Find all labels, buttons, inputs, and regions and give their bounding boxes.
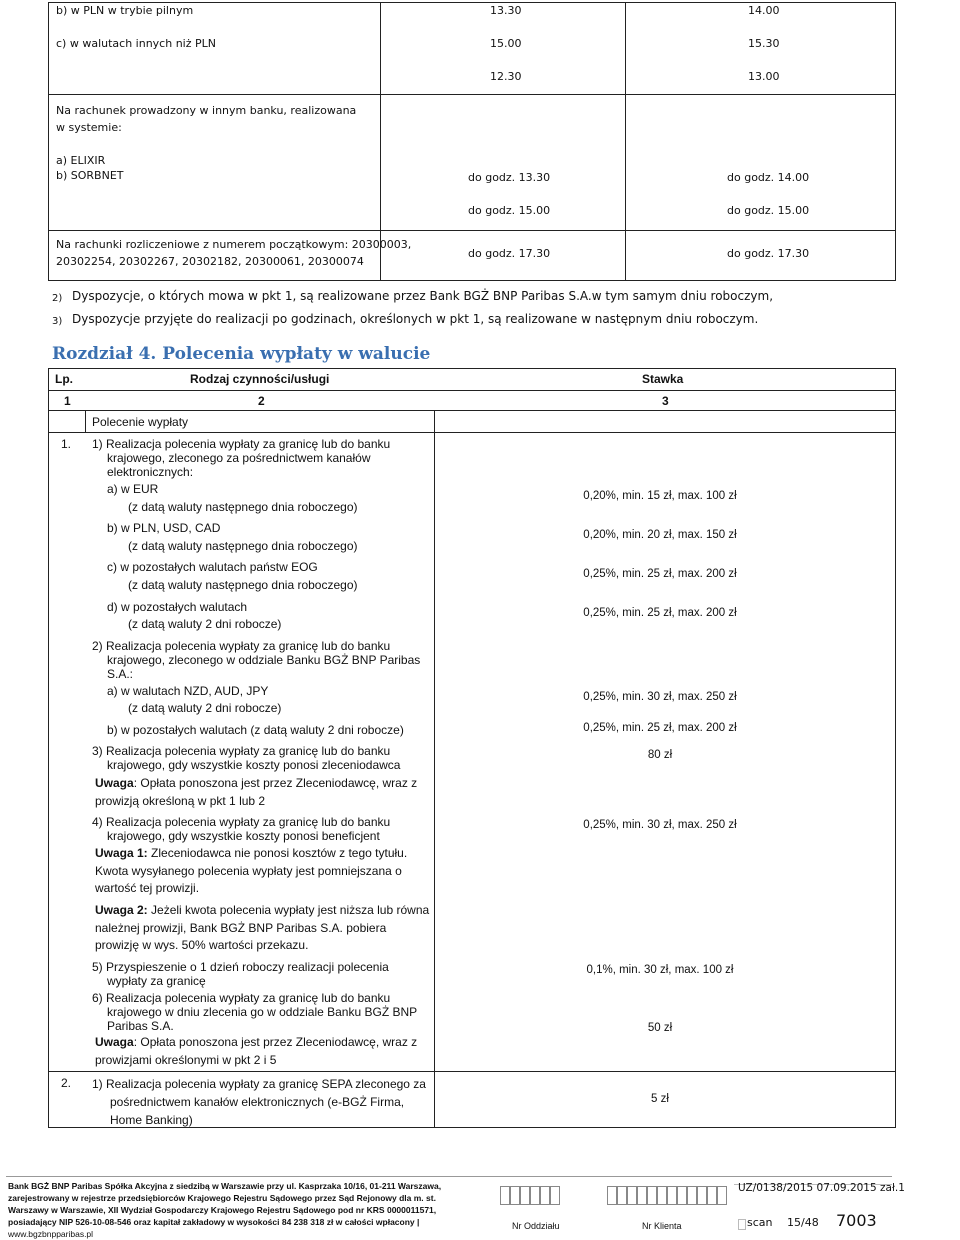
r1-line2: krajowego, zleconego za pośrednictwem kanałów	[107, 451, 371, 465]
r4-note1	[95, 845, 407, 898]
row-c-col2-b: 12.30	[490, 70, 522, 83]
col-num-3: 3	[662, 394, 669, 408]
rate-eur: 0,20%, min. 15 zł, max. 100 zł	[583, 490, 737, 502]
rate-sepa: 5 zł	[651, 1093, 669, 1105]
header-activity: Rodzaj czynności/usługi	[190, 372, 330, 386]
doc-code: UZ/0138/2015 07.09.2015 zał.1	[738, 1182, 905, 1194]
r3-line1: 3) Realizacja polecenia wypłaty za granicę lub do banku	[92, 744, 391, 758]
scan-checkbox[interactable]	[738, 1219, 746, 1230]
rate-r2-other: 0,25%, min. 25 zł, max. 200 zł	[583, 722, 737, 734]
item-nzd-sub: (z datą waluty 2 dni robocze)	[128, 701, 282, 715]
item-pln-sub: (z datą waluty następnego dnia roboczego)	[128, 539, 358, 553]
r2-line3: S.A.:	[107, 667, 134, 681]
note3-text: Dyspozycje przyjęte do realizacji po godzinach, określonych w pkt 1, są realizowane w następnym dniu roboczym.	[72, 312, 759, 326]
settlement-line2: 20302254, 20302267, 20302182, 20300061, 20300074	[56, 255, 364, 268]
footer-line2: zarejestrowany w rejestrze przedsiębiorców Krajowego Rejestru Sądowego przez Sąd Rejonowy dla m. st.	[8, 1193, 436, 1203]
row1-number: 1.	[61, 437, 72, 451]
rate-other: 0,25%, min. 25 zł, max. 200 zł	[583, 607, 737, 619]
r5-line2: wypłaty za granicę	[107, 974, 206, 988]
sepa-line1: 1) Realizacja polecenia wypłaty za granicę SEPA zleconego za	[92, 1077, 426, 1091]
item-eog: c) w pozostałych walutach państw EOG	[107, 560, 318, 574]
r4-line2: krajowego, gdy wszystkie koszty ponosi beneficjent	[107, 829, 380, 843]
r4-note1-line2: Kwota wysyłanego polecenia wypłaty jest pomniejszana o	[95, 863, 402, 878]
header-lp: Lp.	[55, 372, 73, 386]
r4-note1-line1: Zleceniodawca nie ponosi kosztów z tego tytułu.	[147, 846, 408, 860]
footer-line4: posiadający NIP 526-10-08-546 oraz kapitał zakładowy w wysokości 84 238 318 zł w całości wpłacony |	[8, 1217, 420, 1227]
elixir-col2: do godz. 13.30	[468, 171, 551, 184]
rate-r6: 50 zł	[647, 1022, 673, 1034]
client-number-boxes[interactable]	[607, 1186, 727, 1205]
sorbnet-label: b) SORBNET	[56, 169, 124, 182]
col-num-2: 2	[258, 394, 265, 408]
r6-note	[95, 1034, 417, 1069]
r1-line1: 1) Realizacja polecenia wypłaty za granicę lub do banku	[92, 437, 391, 451]
header-rate: Stawka	[642, 372, 684, 386]
elixir-label: a) ELIXIR	[56, 154, 106, 167]
settlement-line1: Na rachunki rozliczeniowe z numerem początkowym: 20300003,	[56, 238, 412, 251]
doc-number: 7003	[836, 1211, 877, 1230]
r4-note2-line1: Jeżeli kwota polecenia wypłaty jest niższa lub równa	[147, 903, 430, 917]
item-nzd: a) w walutach NZD, AUD, JPY	[107, 684, 269, 698]
r3-note	[95, 774, 417, 810]
item-other-sub: (z datą waluty 2 dni robocze)	[128, 617, 282, 631]
rate-pln: 0,20%, min. 20 zł, max. 150 zł	[583, 529, 737, 541]
r4-line1: 4) Realizacja polecenia wypłaty za granicę lub do banku	[92, 815, 391, 829]
branch-number-boxes[interactable]	[500, 1186, 560, 1205]
r4-note2-line2: należnej prowizji, Bank BGŻ BNP Paribas S.A. pobiera	[95, 920, 387, 935]
scan-label: scan	[747, 1216, 773, 1229]
row-c-col2-a: 15.00	[490, 37, 522, 50]
r6-line3: Paribas S.A.	[107, 1019, 174, 1033]
r3-note-line1: : Opłata ponoszona jest przez Zleceniodawcę, wraz z	[133, 776, 418, 790]
r4-note2	[95, 902, 429, 955]
footer-line1: Bank BGŻ BNP Paribas Spółka Akcyjna z siedzibą w Warszawie przy ul. Kasprzaka 10/16, 01-211 Warszawa,	[8, 1181, 442, 1191]
sorbnet-col3: do godz. 15.00	[727, 204, 810, 217]
rate-r4: 0,25%, min. 30 zł, max. 250 zł	[583, 819, 737, 831]
footer-line3: Warszawy w Warszawie, XII Wydział Gospodarczy Krajowego Rejestru Sądowego pod nr KRS 0000011571,	[8, 1205, 437, 1215]
footer-website: www.bgzbnpparibas.pl	[8, 1229, 94, 1239]
sorbnet-col2: do godz. 15.00	[468, 204, 551, 217]
row-c-col3-b: 13.00	[748, 70, 780, 83]
settlement-col3: do godz. 17.30	[727, 247, 810, 260]
item-other: d) w pozostałych walutach	[107, 600, 248, 614]
elixir-col3: do godz. 14.00	[727, 171, 810, 184]
row-c-col3-a: 15.30	[748, 37, 780, 50]
r5-line1: 5) Przyspieszenie o 1 dzień roboczy realizacji polecenia	[92, 960, 389, 974]
r4-note2-line3: prowizję w wys. 50% wartości przekazu.	[95, 938, 309, 952]
branch-label: Nr Oddziału	[512, 1221, 560, 1231]
r4-note1-bold: Uwaga 1:	[95, 846, 148, 860]
item-eog-sub: (z datą waluty następnego dnia roboczego)	[128, 578, 358, 592]
rate-r3: 80 zł	[647, 749, 673, 761]
row-b-col3: 14.00	[748, 4, 780, 17]
other-bank-line1: Na rachunek prowadzony w innym banku, realizowana	[56, 104, 357, 117]
r2-line2: krajowego, zleconego w oddziale Banku BGŻ BNP Paribas	[107, 653, 421, 667]
r1-line3: elektronicznych:	[107, 465, 194, 479]
item-r2-other: b) w pozostałych walutach (z datą waluty 2 dni robocze)	[107, 723, 404, 737]
chapter-title: Rozdział 4. Polecenia wypłaty w walucie	[52, 344, 431, 364]
sepa-text	[92, 1075, 426, 1129]
r3-line2: krajowego, gdy wszystkie koszty ponosi zleceniodawca	[107, 758, 401, 772]
settlement-col2: do godz. 17.30	[468, 247, 551, 260]
row-b-col2: 13.30	[490, 4, 522, 17]
r6-note-line2: prowizjami określonymi w pkt 2 i 5	[95, 1052, 277, 1067]
rate-r5: 0,1%, min. 30 zł, max. 100 zł	[586, 964, 734, 976]
row-b-label: b) w PLN w trybie pilnym	[56, 4, 194, 17]
rate-eog: 0,25%, min. 25 zł, max. 200 zł	[583, 568, 737, 580]
footer-legal	[8, 1180, 488, 1240]
page-number: 15/48	[787, 1216, 819, 1229]
r3-note-bold: Uwaga	[95, 776, 134, 790]
note2-text: Dyspozycje, o których mowa w pkt 1, są realizowane przez Bank BGŻ BNP Paribas S.A.w tym samym dniu roboczym,	[72, 289, 774, 303]
r4-note1-line3: wartość tej prowizji.	[95, 881, 200, 895]
r3-note-line2: prowizją określoną w pkt 1 lub 2	[95, 794, 266, 808]
other-bank-line2: w systemie:	[56, 121, 122, 134]
sepa-line3: Home Banking)	[110, 1113, 193, 1127]
col-num-1: 1	[64, 394, 71, 408]
rate-nzd: 0,25%, min. 30 zł, max. 250 zł	[583, 691, 737, 703]
r6-line2: krajowego w dniu zlecenia go w oddziale Banku BGŻ BNP	[107, 1005, 418, 1019]
r6-line1: 6) Realizacja polecenia wypłaty za granicę lub do banku	[92, 991, 391, 1005]
r4-note2-bold: Uwaga 2:	[95, 903, 148, 917]
row2-number: 2.	[61, 1076, 72, 1090]
r6-note-line1: : Opłata ponoszona jest przez Zleceniodawcę, wraz z	[133, 1035, 418, 1049]
r2-line1: 2) Realizacja polecenia wypłaty za granicę lub do banku	[92, 639, 391, 653]
note2-num: 2)	[52, 293, 63, 304]
item-pln: b) w PLN, USD, CAD	[107, 521, 221, 535]
client-label: Nr Klienta	[642, 1221, 682, 1231]
item-eur-sub: (z datą waluty następnego dnia roboczego)	[128, 500, 358, 514]
note3-num: 3)	[52, 316, 63, 327]
sepa-line2: pośrednictwem kanałów elektronicznych (e-BGŻ Firma,	[110, 1095, 405, 1109]
item-eur: a) w EUR	[107, 482, 159, 496]
r6-note-bold: Uwaga	[95, 1035, 134, 1049]
section-label: Polecenie wypłaty	[92, 415, 189, 429]
row-c-label: c) w walutach innych niż PLN	[56, 37, 216, 50]
